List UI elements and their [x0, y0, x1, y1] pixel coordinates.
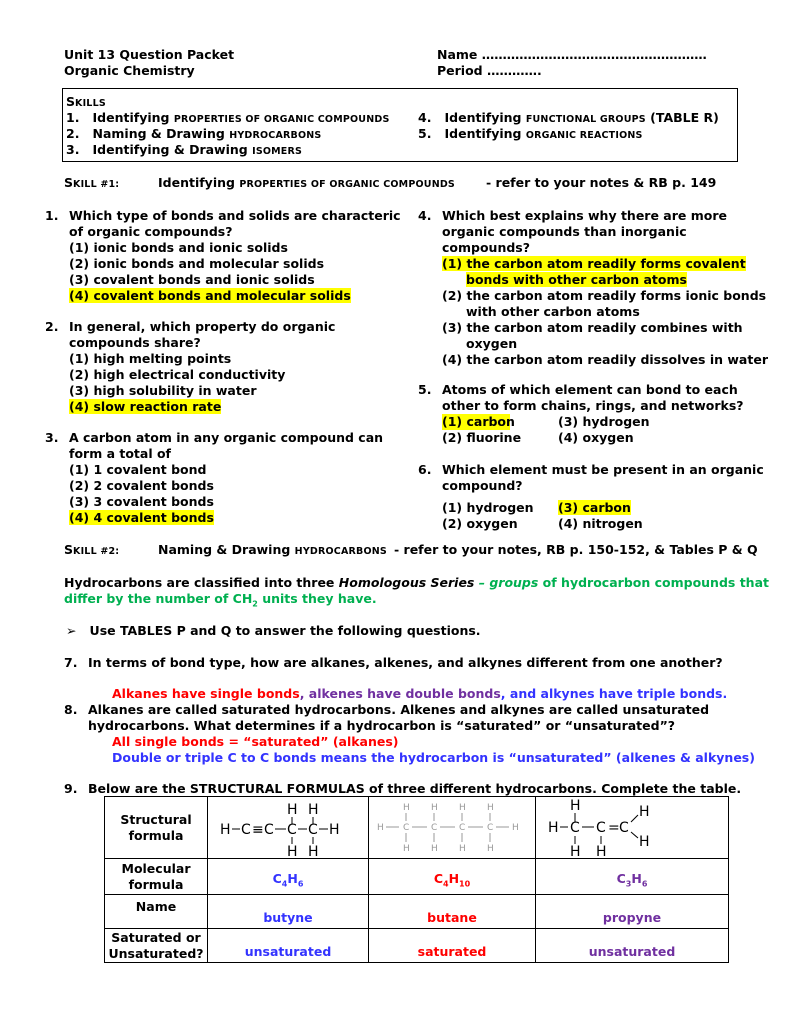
q5-answer: (1) carbon — [442, 414, 515, 429]
q1-choice-3: (3) covalent bonds and ionic solids — [69, 272, 315, 287]
butyne-c4: C — [308, 821, 318, 838]
q1-choice-2: (2) ionic bonds and molecular solids — [69, 256, 325, 271]
propyne-double-bond: = — [608, 819, 620, 836]
butane-h-top-2: H — [431, 802, 438, 813]
arrow-bullet-icon: ➢ — [66, 623, 77, 638]
skill-item-2: 2. Naming & Drawing HYDROCARBONS — [66, 126, 322, 141]
q2-answer: (4) slow reaction rate — [69, 399, 222, 414]
propyne-c1: C — [570, 819, 580, 836]
propyne-bond-diag2 — [631, 832, 638, 838]
q1-choice-1: (1) ionic bonds and ionic solids — [69, 240, 288, 255]
butane-c2: C — [431, 822, 438, 833]
question-4: 4. Which best explains why there are more organic compounds than inorganic compounds? (1) the carbon atom readily forms covalent bonds with other carbon atoms (2) the carbon atom readily forms ionic bonds with other carbon atoms (3) the carbon atom readily combines with oxygen (4) the carbon atom readily dissolves in water — [418, 208, 768, 367]
butyne-h-top-2: H — [308, 801, 319, 818]
butyne-h-left: H — [220, 821, 231, 838]
structure-propyne — [536, 797, 729, 859]
name-field-label: Name ……………………………………………… — [437, 47, 707, 62]
molecular-formula-butyne: $C_4H_6$ — [208, 859, 369, 895]
skill1-label: SKILL #1: — [64, 175, 120, 190]
molecular-formula-propyne: $C_3H_6$ — [536, 859, 729, 895]
butyne-h-bottom-1: H — [287, 843, 298, 858]
name-butane: butane — [369, 895, 536, 929]
butane-h-top-3: H — [459, 802, 466, 813]
row-label-name: Name — [105, 895, 208, 929]
question-2: 2. In general, which property do organic compounds share? (1) high melting points (2) high electrical conductivity (3) high solubility in water (4) slow reaction rate — [45, 319, 336, 414]
butane-c1: C — [403, 822, 410, 833]
q8-answer-saturated: All single bonds = “saturated” (alkanes) — [112, 734, 399, 749]
q4-answer-line1: (1) the carbon atom readily forms covalent — [442, 256, 746, 271]
saturation-butyne: unsaturated — [208, 929, 369, 963]
q3-answer: (4) 4 covalent bonds — [69, 510, 214, 525]
butane-h-top-1: H — [403, 802, 410, 813]
packet-title: Unit 13 Question Packet — [64, 47, 235, 62]
question-1: 1. Which type of bonds and solids are characteric of organic compounds? (1) ionic bonds and ionic solids (2) ionic bonds and molecular solids (3) covalent bonds and ionic solids (4) covalent bonds and molecular solids — [45, 208, 401, 303]
skill2-reference: - refer to your notes, RB p. 150-152, & Tables P & Q — [394, 542, 758, 557]
butane-h-bottom-1: H — [403, 843, 410, 854]
structure-butane — [369, 797, 536, 859]
skills-heading: SKILLS — [66, 94, 106, 109]
question-6: 6. Which element must be present in an organic compound? (1) hydrogen (3) carbon (2) oxygen (4) nitrogen — [418, 462, 764, 531]
butane-c3: C — [459, 822, 466, 833]
name-butyne: butyne — [208, 895, 369, 929]
row-label-saturation: Saturated or Unsaturated? — [105, 929, 208, 963]
butane-h-right: H — [512, 822, 519, 833]
skill1-reference: - refer to your notes & RB p. 149 — [486, 175, 717, 190]
propyne-c3: C — [619, 819, 629, 836]
packet-subtitle: Organic Chemistry — [64, 63, 195, 78]
skill2-title: Naming & Drawing HYDROCARBONS — [158, 542, 387, 557]
butane-h-bottom-2: H — [431, 843, 438, 854]
butyne-h-top-1: H — [287, 801, 298, 818]
skill-item-1: 1. Identifying PROPERTIES OF ORGANIC COMPOUNDS — [66, 110, 390, 125]
propyne-h-bottom-1: H — [570, 843, 581, 858]
propyne-h-bottom-2: H — [596, 843, 607, 858]
question-7: 7. In terms of bond type, how are alkanes, alkenes, and alkynes different from one another? — [64, 655, 723, 670]
skill2-label: SKILL #2: — [64, 542, 120, 557]
tables-instruction: ➢ Use TABLES P and Q to answer the following questions. — [66, 623, 481, 638]
butane-c4: C — [487, 822, 494, 833]
propyne-h-left: H — [548, 819, 559, 836]
propyne-h-lower-right: H — [639, 833, 650, 850]
butyne-triple-bond: ≡ — [252, 821, 264, 838]
question-8: 8. Alkanes are called saturated hydrocarbons. Alkenes and alkynes are called unsaturated hydrocarbons. What determines if a hydrocarbon is “saturated” or “unsaturated”? All single bonds = “saturated” (alkanes) Double or triple C to C bonds means the hydrocarbon is “unsaturated” (alkenes & alkynes) — [64, 702, 755, 765]
q6-answer: (3) carbon — [558, 500, 631, 515]
hydrocarbon-intro: Hydrocarbons are classified into three Homologous Series – groups of hydrocarbon compounds that differ by the number of $CH_2$ units they have. — [64, 575, 769, 609]
butyne-h-right: H — [329, 821, 340, 838]
row-label-molecular: Molecular formula — [105, 859, 208, 895]
row-label-structural: Structural formula — [105, 797, 208, 859]
question-9: 9. Below are the STRUCTURAL FORMULAS of three different hydrocarbons. Complete the table. — [64, 781, 742, 796]
q4-answer-line2: bonds with other carbon atoms — [466, 272, 687, 287]
q7-answer: Alkanes have single bonds, alkenes have double bonds, and alkynes have triple bonds. — [112, 686, 728, 701]
skill-item-3: 3. Identifying & Drawing ISOMERS — [66, 142, 303, 157]
question-5: 5. Atoms of which element can bond to each other to form chains, rings, and networks? (1) carbon (3) hydrogen (2) fluorine (4) oxygen — [418, 382, 744, 445]
butyne-c1: C — [241, 821, 251, 838]
q8-answer-unsaturated: Double or triple C to C bonds means the hydrocarbon is “unsaturated” (alkenes & alkynes) — [112, 750, 755, 765]
butane-h-bottom-3: H — [459, 843, 466, 854]
butyne-c3: C — [287, 821, 297, 838]
hydrocarbon-table — [104, 796, 729, 963]
butane-h-top-4: H — [487, 802, 494, 813]
skill-item-4: 4. Identifying FUNCTIONAL GROUPS (TABLE R) — [418, 110, 719, 125]
saturation-butane: saturated — [369, 929, 536, 963]
propyne-h-top: H — [570, 797, 581, 814]
name-propyne: propyne — [536, 895, 729, 929]
skill-item-5: 5. Identifying ORGANIC REACTIONS — [418, 126, 643, 141]
butane-h-bottom-4: H — [487, 843, 494, 854]
structure-butyne — [208, 797, 369, 859]
propyne-h-upper-right: H — [639, 803, 650, 820]
molecular-formula-butane: $C_4H_{10}$ — [369, 859, 536, 895]
propyne-c2: C — [596, 819, 606, 836]
skill1-title: Identifying PROPERTIES OF ORGANIC COMPOUNDS — [158, 175, 455, 190]
butyne-h-bottom-2: H — [308, 843, 319, 858]
q1-answer: (4) covalent bonds and molecular solids — [69, 288, 351, 303]
question-3: 3. A carbon atom in any organic compound can form a total of (1) 1 covalent bond (2) 2 covalent bonds (3) 3 covalent bonds (4) 4 covalent bonds — [45, 430, 384, 525]
period-field-label: Period …………. — [437, 63, 542, 78]
butyne-c2: C — [264, 821, 274, 838]
butane-h-left: H — [377, 822, 384, 833]
saturation-propyne: unsaturated — [536, 929, 729, 963]
propyne-bond-diag1 — [631, 815, 638, 822]
